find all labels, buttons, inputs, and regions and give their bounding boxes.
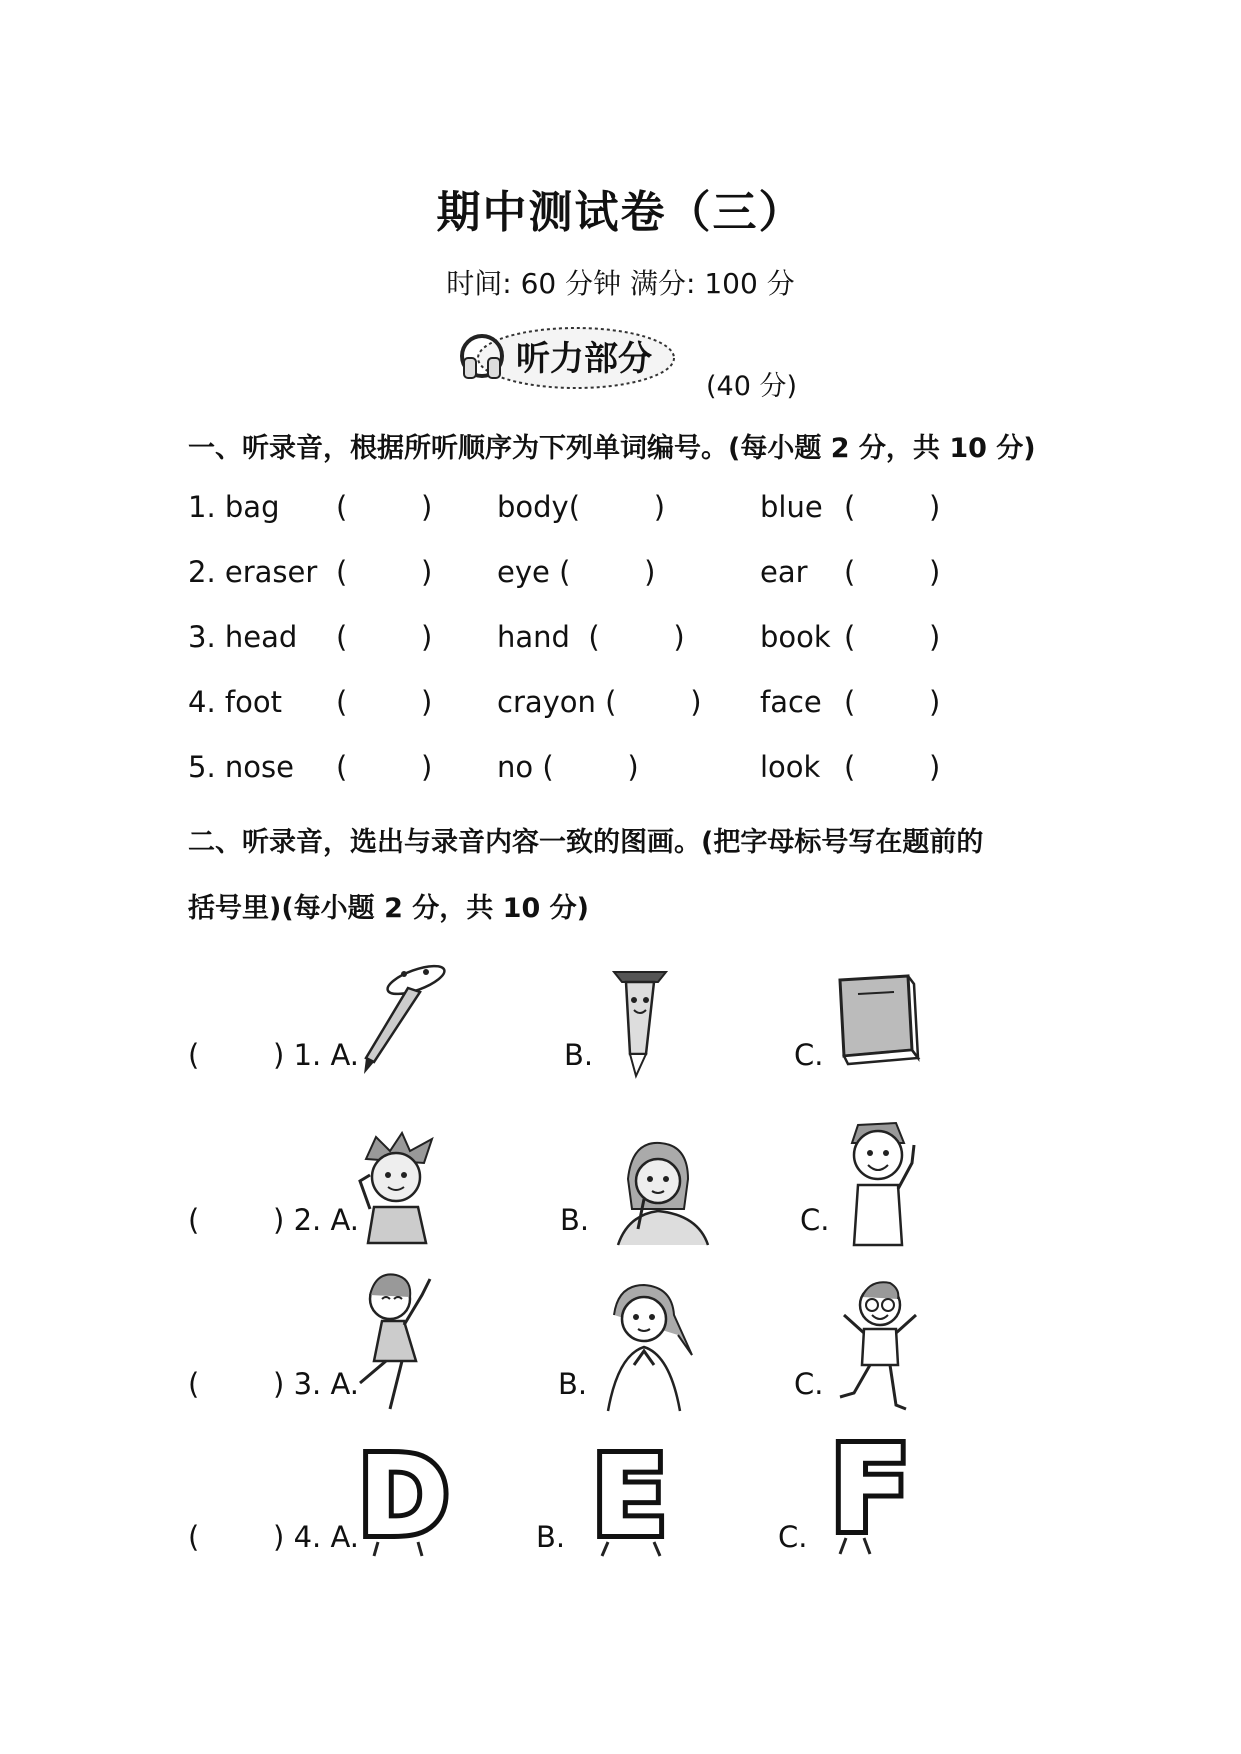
word-item: crayon ( ) bbox=[497, 685, 702, 719]
letter-f-icon[interactable] bbox=[816, 1420, 926, 1564]
question-3 bbox=[188, 1265, 1088, 1435]
word-item: no ( ) bbox=[497, 750, 639, 784]
letter-f: F bbox=[830, 1420, 911, 1558]
letter-e: E bbox=[592, 1434, 668, 1560]
word-item: book bbox=[760, 620, 831, 654]
question-1 bbox=[188, 950, 1088, 1120]
word-item: eye ( ) bbox=[497, 555, 656, 589]
option-b-label: B. bbox=[564, 1038, 594, 1072]
boy-waving-icon[interactable] bbox=[828, 1115, 928, 1249]
girl-dancing-icon[interactable] bbox=[346, 1265, 446, 1415]
answer-blank[interactable]: ( ) bbox=[844, 750, 941, 784]
section1-title: 一、听录音，根据所听顺序为下列单词编号。(每小题 2 分，共 10 分) bbox=[188, 433, 1036, 464]
question-2 bbox=[188, 1115, 1088, 1285]
question-label[interactable]: ( ) 1. A. bbox=[188, 1038, 360, 1072]
listening-score: (40 分) bbox=[706, 371, 798, 402]
book-icon[interactable] bbox=[828, 970, 928, 1070]
pencil-icon[interactable] bbox=[588, 950, 688, 1080]
word-item: blue bbox=[760, 490, 823, 524]
option-c-label: C. bbox=[800, 1203, 830, 1237]
word-row bbox=[188, 490, 1088, 530]
option-b-label: B. bbox=[560, 1203, 590, 1237]
answer-blank[interactable]: ( ) bbox=[844, 555, 941, 589]
word-item: look bbox=[760, 750, 821, 784]
question-4 bbox=[188, 1420, 1088, 1590]
page-title: 期中测试卷（三） bbox=[436, 187, 805, 238]
badge-label: 听力部分 bbox=[516, 339, 652, 379]
answer-blank[interactable]: ( ) bbox=[336, 620, 433, 654]
answer-blank[interactable]: ( ) bbox=[336, 555, 433, 589]
boy-touching-ear-icon[interactable] bbox=[346, 1129, 446, 1249]
answer-blank[interactable]: ( ) bbox=[336, 750, 433, 784]
girl-clapping-icon[interactable] bbox=[588, 1275, 708, 1415]
word-item: 3. head bbox=[188, 620, 298, 654]
listening-section-badge bbox=[450, 322, 678, 394]
girl-touching-face-icon[interactable] bbox=[588, 1129, 718, 1249]
question-label[interactable]: ( ) 3. A. bbox=[188, 1367, 360, 1401]
word-item: body( ) bbox=[497, 490, 666, 524]
question-label[interactable]: ( ) 4. A. bbox=[188, 1520, 360, 1554]
answer-blank[interactable]: ( ) bbox=[844, 620, 941, 654]
section2-title-line1: 二、听录音，选出与录音内容一致的图画。(把字母标号写在题前的 bbox=[188, 827, 984, 858]
letter-d-icon[interactable] bbox=[348, 1434, 458, 1564]
answer-blank[interactable]: ( ) bbox=[336, 685, 433, 719]
section2-title-line2: 括号里)(每小题 2 分，共 10 分) bbox=[188, 893, 589, 924]
letter-d: D bbox=[358, 1434, 450, 1560]
answer-blank[interactable]: ( ) bbox=[844, 490, 941, 524]
word-row bbox=[188, 750, 1088, 790]
option-c-label: C. bbox=[794, 1367, 824, 1401]
word-item: face bbox=[760, 685, 822, 719]
word-row bbox=[188, 620, 1088, 660]
option-c-label: C. bbox=[794, 1038, 824, 1072]
word-row bbox=[188, 555, 1088, 595]
option-c-label: C. bbox=[778, 1520, 808, 1554]
word-item: 2. eraser bbox=[188, 555, 318, 589]
word-item: 1. bag bbox=[188, 490, 280, 524]
answer-blank[interactable]: ( ) bbox=[336, 490, 433, 524]
word-item: ear bbox=[760, 555, 808, 589]
word-item: hand ( ) bbox=[497, 620, 685, 654]
answer-blank[interactable]: ( ) bbox=[844, 685, 941, 719]
exam-info: 时间: 60 分钟 满分: 100 分 bbox=[446, 267, 795, 300]
letter-e-icon[interactable] bbox=[578, 1434, 688, 1564]
word-row bbox=[188, 685, 1088, 725]
option-b-label: B. bbox=[536, 1520, 566, 1554]
word-item: 5. nose bbox=[188, 750, 294, 784]
option-b-label: B. bbox=[558, 1367, 588, 1401]
question-label[interactable]: ( ) 2. A. bbox=[188, 1203, 360, 1237]
pen-icon[interactable] bbox=[346, 958, 466, 1078]
word-item: 4. foot bbox=[188, 685, 282, 719]
boy-jumping-icon[interactable] bbox=[824, 1275, 934, 1415]
